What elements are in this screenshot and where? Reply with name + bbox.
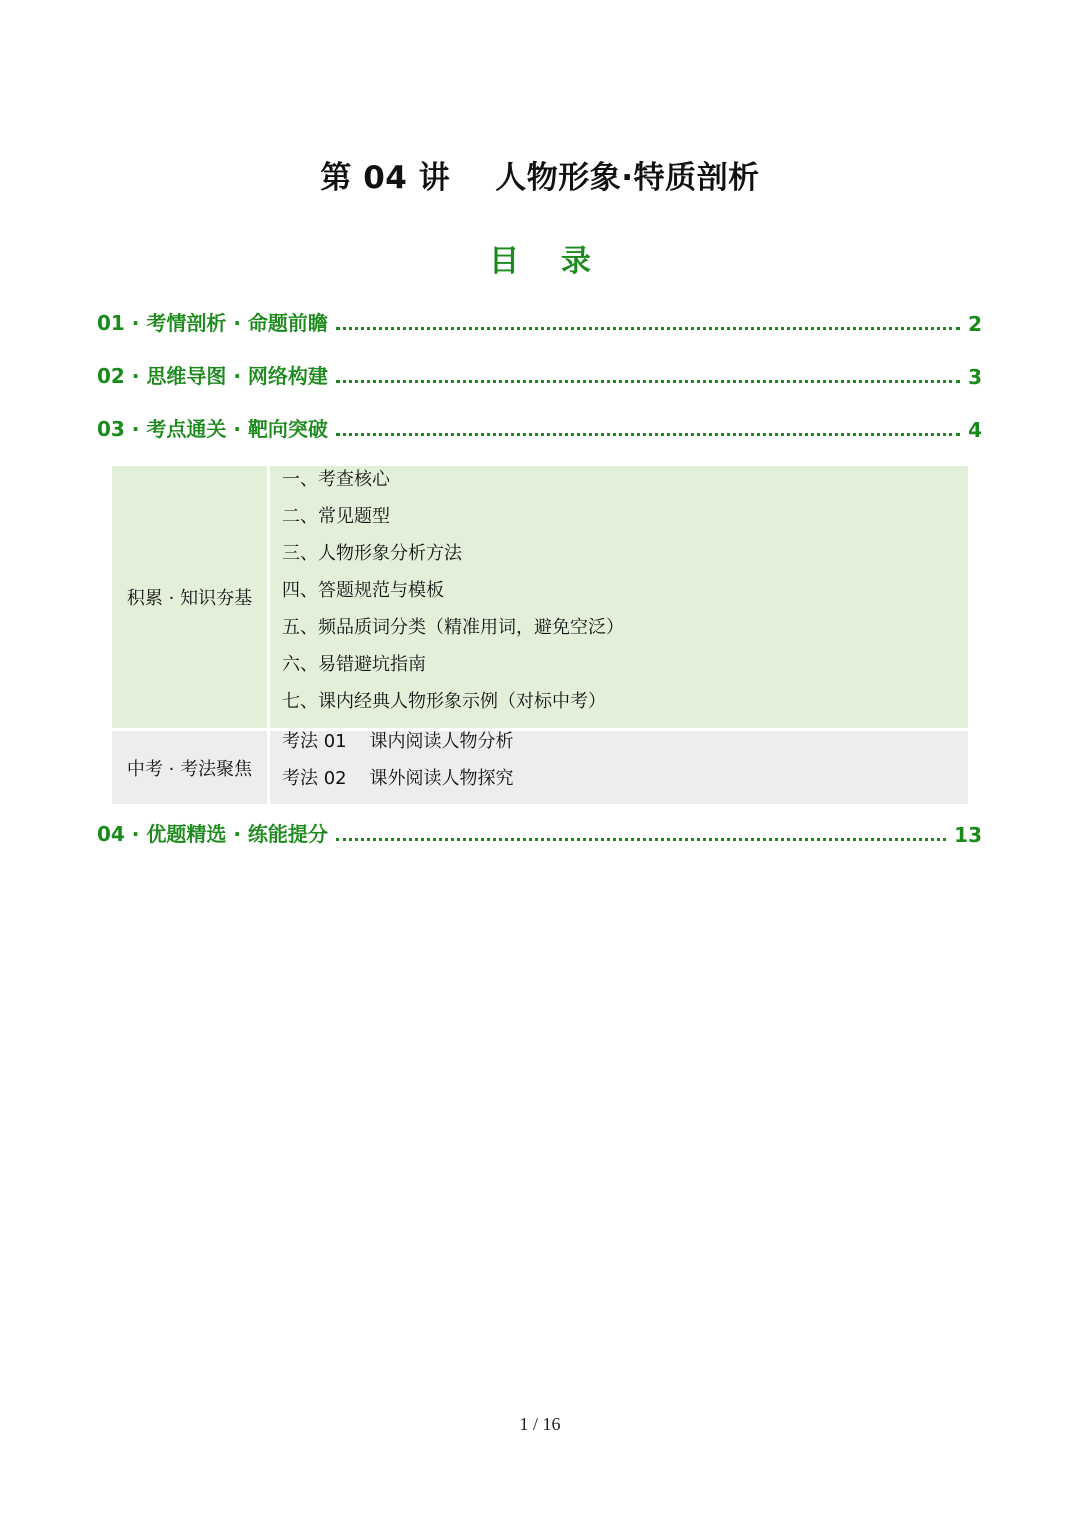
subsection-item[interactable]: 四、答题规范与模板 [282, 580, 444, 601]
subsection-item[interactable]: 二、常见题型 [282, 506, 390, 527]
subsection-row-knowledge [112, 466, 968, 728]
subsection-table [112, 466, 968, 804]
toc-entry-label: 04 · 优题精选 · 练能提分 [97, 822, 328, 846]
toc-leader-dots [336, 433, 960, 436]
toc-entry-01[interactable] [97, 304, 982, 336]
subsection-item[interactable]: 考法 02 课外阅读人物探究 [282, 768, 514, 789]
toc-heading: 目 录 [489, 244, 591, 279]
toc-entry-page: 2 [968, 312, 982, 336]
subsection-item[interactable]: 考法 01 课内阅读人物分析 [282, 731, 514, 752]
toc-entry-page: 4 [968, 418, 982, 442]
toc-entry-04[interactable] [97, 815, 982, 847]
document-title: 第 04 讲 人物形象·特质剖析 [320, 160, 760, 196]
toc-entry-02[interactable] [97, 357, 982, 389]
toc-entry-page: 13 [954, 823, 982, 847]
toc-entry-03[interactable] [97, 410, 982, 442]
subsection-category: 积累 · 知识夯基 [112, 466, 270, 728]
toc-leader-dots [336, 327, 960, 330]
subsection-item[interactable]: 七、课内经典人物形象示例（对标中考） [282, 691, 606, 712]
toc-leader-dots [336, 838, 946, 841]
toc-entry-label: 03 · 考点通关 · 靶向突破 [97, 417, 328, 441]
subsection-item[interactable]: 五、频品质词分类（精准用词，避免空泛） [282, 617, 624, 638]
toc-entry-label: 01 · 考情剖析 · 命题前瞻 [97, 311, 328, 335]
toc-leader-dots [336, 380, 960, 383]
subsection-row-exam [112, 731, 968, 804]
subsection-item[interactable]: 一、考查核心 [282, 469, 390, 490]
subsection-item[interactable]: 三、人物形象分析方法 [282, 543, 462, 564]
toc-entry-page: 3 [968, 365, 982, 389]
subsection-item[interactable]: 六、易错避坑指南 [282, 654, 426, 675]
page-number: 1 / 16 [519, 1414, 561, 1434]
toc-entry-label: 02 · 思维导图 · 网络构建 [97, 364, 328, 388]
subsection-category: 中考 · 考法聚焦 [112, 731, 270, 804]
